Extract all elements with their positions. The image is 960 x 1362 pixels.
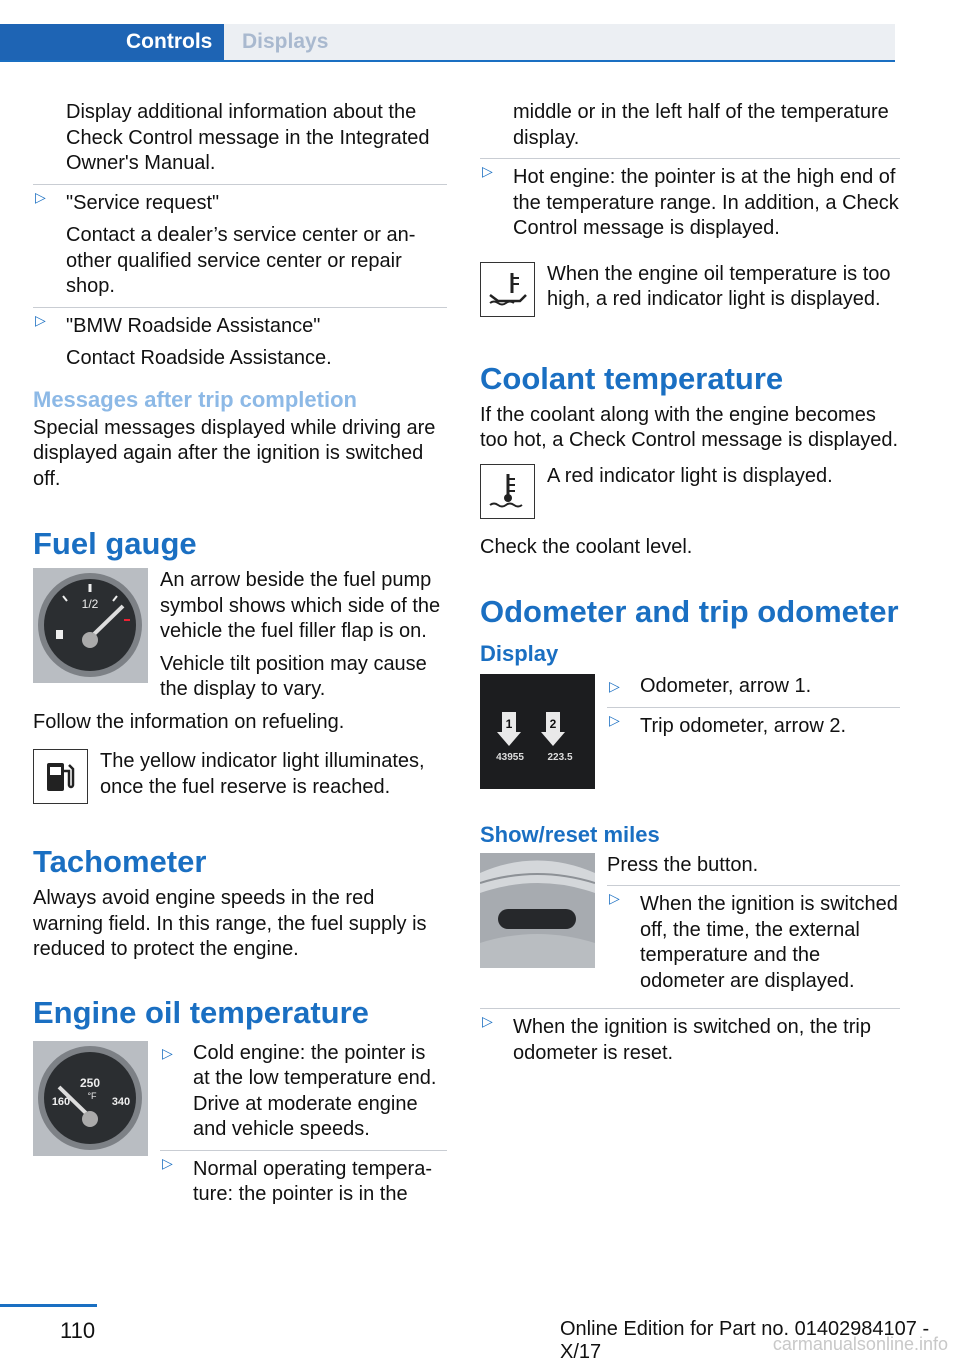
- tab-displays[interactable]: Displays: [224, 24, 895, 60]
- svg-text:1: 1: [505, 717, 513, 731]
- bullet-body: Contact Roadside Assistance.: [66, 347, 332, 369]
- coolant-check-text: Check the coolant level.: [480, 535, 693, 558]
- svg-text:1/2: 1/2: [81, 597, 99, 611]
- triangle-bullet-icon: ▷: [482, 1013, 493, 1029]
- watermark: carmanualsonline.info: [772, 1334, 948, 1354]
- heading-reset-miles: Show/reset miles: [480, 821, 660, 847]
- list-item: [607, 707, 900, 740]
- list-item: [480, 158, 900, 242]
- heading-messages: Messages after trip completion: [33, 386, 357, 412]
- coolant-indicator-text: A red indicator light is displayed.: [547, 464, 833, 487]
- heading-tachometer: Tachometer: [33, 844, 207, 879]
- fuel-pump-icon: [33, 749, 88, 804]
- heading-coolant: Coolant temperature: [480, 360, 784, 396]
- svg-text:250: 250: [79, 1075, 101, 1090]
- right-column: [480, 100, 900, 1073]
- coolant-temperature-icon: [480, 464, 535, 519]
- triangle-bullet-icon: ▷: [609, 678, 620, 694]
- svg-text:160: 160: [51, 1095, 71, 1108]
- bullet-body: Cold engine: the pointer is at the low temperature end. Drive at moderate engine and vehicle speeds.: [193, 1041, 437, 1140]
- triangle-bullet-icon: ▷: [162, 1154, 173, 1171]
- edition-note: Online Edition for Part no. 01402984107 - X/17: [560, 1318, 930, 1362]
- triangle-bullet-icon: ▷: [35, 311, 46, 328]
- heading-fuel-gauge: Fuel gauge: [33, 526, 197, 561]
- fuel-text-2: Vehicle tilt position may cause the display to vary.: [160, 652, 427, 700]
- coolant-body: If the coolant along with the engine becomes too hot, a Check Control message is displayed.: [480, 403, 898, 451]
- oil-bullet-continued: middle or in the left half of the temperature display.: [513, 101, 889, 149]
- tab-controls[interactable]: Controls: [0, 24, 224, 60]
- bullet-body: Trip odometer, arrow 2.: [640, 714, 847, 737]
- svg-text:°F: °F: [87, 1090, 97, 1101]
- list-item: [160, 1150, 447, 1208]
- bullet-body: Normal operating tempera-ture: the pointer is in the: [193, 1157, 432, 1205]
- fuel-text-1: An arrow beside the fuel pump symbol shows which side of the vehicle the fuel filler flap is on.: [160, 569, 441, 642]
- fuel-indicator-text: The yellow indicator light illuminates, once the fuel reserve is reached.: [100, 750, 425, 798]
- bullet-title: "Service request": [66, 191, 220, 214]
- bullet-title: "BMW Roadside Assistance": [66, 314, 321, 337]
- svg-text:223.5: 223.5: [547, 752, 573, 763]
- heading-display: Display: [480, 641, 559, 666]
- left-column: [33, 100, 447, 1222]
- bullet-body: Hot engine: the pointer is at the high end of the temperature range. In addition, a Check Control message is displayed.: [513, 166, 899, 239]
- header-tabs: [0, 24, 895, 62]
- heading-oil-temp: Engine oil temperature: [33, 994, 369, 1030]
- triangle-bullet-icon: ▷: [609, 890, 620, 906]
- oil-temperature-icon: [480, 262, 535, 317]
- list-item: [480, 1008, 900, 1066]
- bullet-body: When the ignition is switched on, the trip odometer is reset.: [513, 1016, 871, 1064]
- odometer-display-image: [480, 674, 595, 797]
- svg-text:340: 340: [111, 1095, 131, 1108]
- list-item: [607, 885, 900, 994]
- list-item: [160, 1041, 447, 1143]
- oil-temp-gauge-image: [33, 1041, 148, 1164]
- bullet-body: Odometer, arrow 1.: [640, 675, 812, 697]
- intro-text: Display additional information about the Check Control message in the Integrated Owner's Manual.: [66, 101, 430, 174]
- reset-instruction: Press the button.: [607, 853, 759, 876]
- page-number: 110: [60, 1318, 96, 1343]
- footer-rule: [0, 1304, 97, 1307]
- triangle-bullet-icon: ▷: [35, 188, 46, 205]
- triangle-bullet-icon: ▷: [162, 1044, 173, 1061]
- list-item: [607, 674, 900, 700]
- messages-body: Special messages displayed while driving are displayed again after the ignition is switched off.: [33, 416, 436, 490]
- svg-text:43955: 43955: [496, 752, 524, 763]
- fuel-text-3: Follow the information on refueling.: [33, 710, 345, 733]
- triangle-bullet-icon: ▷: [482, 163, 493, 179]
- list-item: [33, 184, 447, 300]
- fuel-gauge-image: [33, 568, 148, 691]
- bullet-body: Contact a dealer’s service center or an-other qualified service center or repair shop.: [66, 224, 416, 297]
- svg-text:2: 2: [549, 717, 557, 731]
- bullet-body: When the ignition is switched off, the time, the external temperature and the odometer are displayed.: [640, 893, 898, 992]
- heading-odometer: Odometer and trip odometer: [480, 594, 899, 629]
- tacho-body: Always avoid engine speeds in the red warning field. In this range, the fuel supply is reduced to protect the engine.: [33, 887, 427, 960]
- triangle-bullet-icon: ▷: [609, 711, 620, 728]
- list-item: [33, 307, 447, 372]
- oil-indicator-text: When the engine oil temperature is too high, a red indicator light is displayed.: [547, 262, 891, 310]
- reset-button-image: [480, 853, 595, 976]
